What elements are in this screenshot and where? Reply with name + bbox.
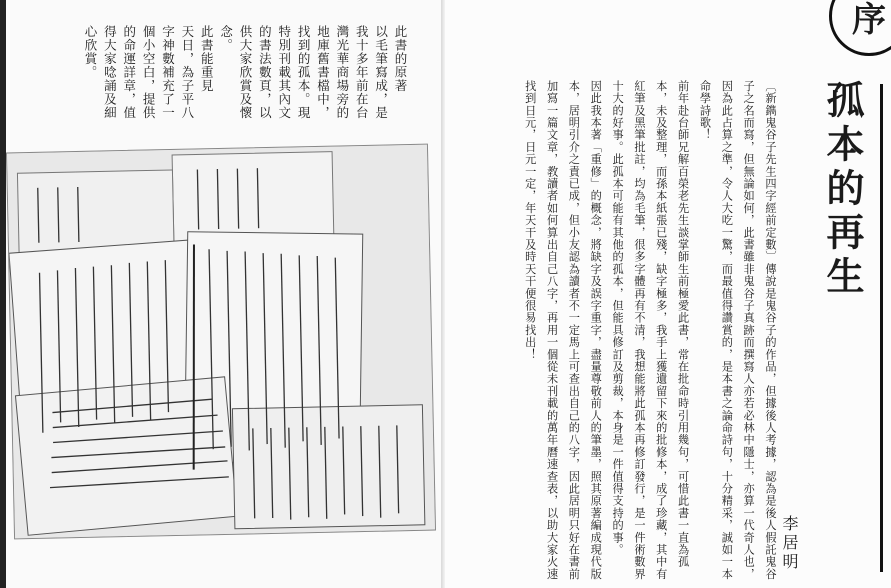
manuscript-pages-image <box>7 145 435 539</box>
caption-line: 個小空白，提供 <box>141 25 157 120</box>
caption-line: 地庫舊書檔中， <box>315 25 331 120</box>
seal-char: 序 <box>852 0 886 40</box>
manuscript-photo <box>6 144 436 540</box>
author-name: 李居明 <box>780 515 799 572</box>
caption-line: 灣光華商場旁的 <box>334 25 350 120</box>
caption-line: 字神數補充了一 <box>160 25 176 120</box>
caption-line: 我十多年前在台 <box>354 25 370 120</box>
caption-line: 供大家欣賞及懷 <box>238 25 253 120</box>
caption-line: 得大家唸誦及細 <box>102 25 118 120</box>
preface-seal-icon <box>829 0 891 56</box>
photo-caption <box>81 25 410 200</box>
left-page <box>0 0 445 588</box>
paragraph: 〔新鐫鬼谷子先生四字經前定數〕傳說是鬼谷子的作品，但據後人考據，認為是後人假託鬼谷子之名而寫，但無論如何，此書雖非鬼谷子真跡而撰寫人亦若必林中隱士，亦算一代奇人也，因為此占算之準，令人大吃一驚，而最值得讚賞的，是本書之論命詩句，十分精采，誠如一本命學詩歌！ <box>698 80 777 581</box>
page-title: 孤本的再生 <box>820 80 865 300</box>
title-rule <box>880 84 883 572</box>
caption-line: 找到的孤本。現 <box>296 25 312 120</box>
caption-line: 以毛筆寫成，是 <box>373 25 389 120</box>
caption-line: 此書能重見 <box>199 25 215 93</box>
caption-line: 天日，為子平八 <box>179 25 195 120</box>
preface-body <box>519 80 781 582</box>
caption-line: 念。 <box>218 25 234 52</box>
right-page <box>445 0 891 588</box>
paragraph: 因此我本著「重修」的概念，將缺字及誤字重字，盡量尊敬前人的筆墨，照其原著編成現代版本，居明引介之責已成，但小友認為讀者不一定馬上可查出自己的八字，因此居明只好在書前加寫一篇文章，教讀者如何算出自己八字，再用一個從未刊載的萬年曆速查表，以助大家火速找到日元，日元一定，年天干及時天干便很易找出！ <box>523 80 603 581</box>
caption-line: 特別刊載其內文 <box>276 25 292 120</box>
caption-line: 心欣賞。 <box>83 25 98 79</box>
caption-line: 的命運詳章，值 <box>121 25 137 120</box>
page-edge-shadow <box>0 0 6 588</box>
paragraph: 前年赴台師兄解百榮老先生談掌師生前極愛此書，常在批命時引用幾句，可惜此書一直為孤本，未及整理，而孫本紙張已殘，缺字極多，我手上獲遺留下來的批修本，成了珍藏，其中有紅筆及黑筆批註，均為毛筆，很多字體再有不清，我想能將此孤本再修訂發行，是一件術數界十大的好事。此孤本可能有其他的孤本，但能具修訂及剪裁，本身是一件值得支持的事。 <box>611 80 690 581</box>
caption-line: 此書的原著 <box>393 25 408 93</box>
caption-line: 的書法數頁，以 <box>257 25 273 120</box>
